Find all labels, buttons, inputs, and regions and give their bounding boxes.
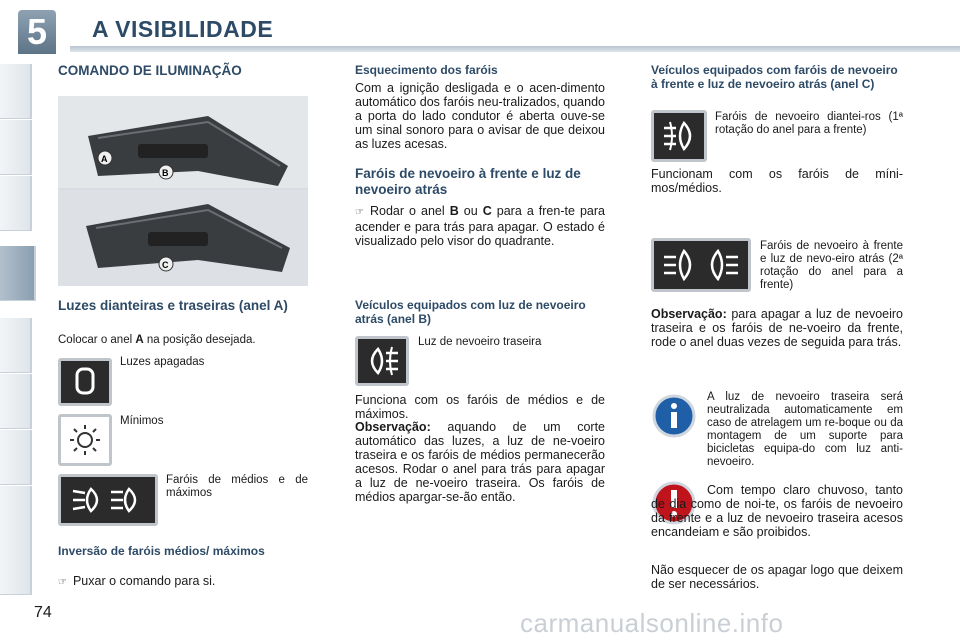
observation-text: para apagar a luz de nevoeiro traseira e os faróis de ne-voeiro da frente, rode o anel duas vezes de seguida para trás. <box>651 307 903 349</box>
rear-fog-icon <box>358 339 406 383</box>
observation-label: Observação: <box>355 420 431 434</box>
observation-label: Observação: <box>651 307 727 321</box>
bullet-icon: ☞ <box>58 577 67 588</box>
callout-c: C <box>162 260 169 270</box>
fog-instruction <box>355 204 605 248</box>
front-rear-fog-indicator <box>651 238 751 292</box>
side-tab[interactable] <box>0 120 32 175</box>
fog-heading: Faróis de nevoeiro à frente e luz de nevoeiro atrás <box>355 166 581 197</box>
front-fog-indicator <box>651 110 707 162</box>
fog-text: para a fren-te para acender e para trás para apagar. O estado é visualizado pelo visor do quadrante. <box>355 204 605 248</box>
front-fog-label: Faróis de nevoeiro diantei-ros (1ª rotação do anel para a frente) <box>715 111 903 136</box>
lights-off-indicator <box>58 358 112 406</box>
rear-fog-label: Luz de nevoeiro traseira <box>418 336 542 348</box>
bullet-icon: ☞ <box>355 207 364 218</box>
sidelights-indicator <box>58 414 112 466</box>
page-number: 74 <box>34 604 52 621</box>
info-icon <box>651 393 697 444</box>
lights-intro-text: Colocar o anel <box>58 334 136 346</box>
side-tab[interactable] <box>0 430 32 485</box>
watermark: carmanualsonline.info <box>520 608 784 638</box>
beams-indicator <box>58 474 158 526</box>
callout-a: A <box>101 154 108 164</box>
callout-b: B <box>162 168 169 178</box>
section-heading: COMANDO DE ILUMINAÇÃO <box>58 63 242 78</box>
side-tab-active[interactable] <box>0 246 36 301</box>
side-tab[interactable] <box>0 318 32 373</box>
side-tab[interactable] <box>0 486 32 541</box>
front-fog-icon <box>654 113 704 159</box>
sidelights-label: Mínimos <box>120 415 164 427</box>
side-tab[interactable] <box>0 176 32 231</box>
lights-off-label: Luzes apagadas <box>120 356 205 368</box>
ring-c-key: C <box>482 204 492 218</box>
forget-text: Com a ignição desligada e o acen-dimento automático dos faróis neu-tralizados, quando a porta do lado condutor é aberta ouve-se um sinal sonoro para o avisar de que deixou as luzes acesas. <box>355 81 605 151</box>
inversion-heading: Inversão de faróis médios/ máximos <box>58 544 265 558</box>
ring-a-key: A <box>135 334 144 346</box>
side-tab[interactable] <box>0 540 32 595</box>
forget-heading: Esquecimento dos faróis <box>355 63 498 77</box>
fog-text: ou <box>458 204 483 218</box>
lights-intro-text: na posição desejada. <box>143 334 256 346</box>
info-icon-graphic <box>651 393 697 439</box>
front-rear-fog-icon <box>654 241 748 289</box>
fog-text: Rodar o anel <box>369 204 450 218</box>
side-tab[interactable] <box>0 64 32 119</box>
front-fog-heading: Veículos equipados com faróis de nevoeiro à frente e luz de nevoeiro atrás (anel C) <box>651 63 898 91</box>
stalk-photo <box>58 96 308 286</box>
front-fog-observation <box>651 307 903 349</box>
inversion-text: Puxar o comando para si. <box>72 574 216 588</box>
off-icon <box>61 361 109 403</box>
lights-heading: Luzes dianteiras e traseiras (anel A) <box>58 298 288 313</box>
page-title: A VISIBILIDADE <box>92 16 274 42</box>
inversion-instruction <box>58 574 308 590</box>
side-tab[interactable] <box>0 374 32 429</box>
front-rear-fog-label: Faróis de nevoeiro à frente e luz de nevo-eiro atrás (2ª rotação do anel para a frente) <box>760 240 903 291</box>
warning-note-2: Não esquecer de os apagar logo que deixem de ser necessários. <box>651 563 903 591</box>
ring-b-key: B <box>449 204 459 218</box>
rear-fog-heading: Veículos equipados com luz de nevoeiro atrás (anel B) <box>355 298 586 326</box>
header-rule <box>70 46 960 52</box>
rear-fog-observation <box>355 420 605 504</box>
beams-label: Faróis de médios e de máximos <box>166 474 308 499</box>
warning-note: Com tempo claro chuvoso, tanto de dia como de noi-te, os faróis de nevoeiro da frente e a luz de nevoeiro traseira acesos encandeiam e são proibidos. <box>651 483 903 539</box>
rear-fog-text: Funciona com os faróis de médios e de máximos. <box>355 393 605 421</box>
info-note: A luz de nevoeiro traseira será neutralizada automaticamente em caso de atrelagem um re-boque ou da montagem de um suporte para bicicletas equipa-do com luz anti-nevoeiro. <box>707 391 903 468</box>
front-fog-text: Funcionam com os faróis de míni-mos/médios. <box>651 167 903 195</box>
lights-intro <box>58 334 308 347</box>
headlight-icon <box>61 477 155 523</box>
chapter-number: 5 <box>18 10 56 54</box>
light-stalk-illustration <box>58 96 308 286</box>
sidelight-icon <box>61 417 109 463</box>
rear-fog-indicator <box>355 336 409 386</box>
observation-text: aquando de um corte automático das luzes, a luz de ne-voeiro traseira e os faróis de médios permanecerão acesos. Rodar o anel para trás para apagar a luz de ne-voeiro traseira. Os faróis de médios apargar-se-ão então. <box>355 420 605 504</box>
